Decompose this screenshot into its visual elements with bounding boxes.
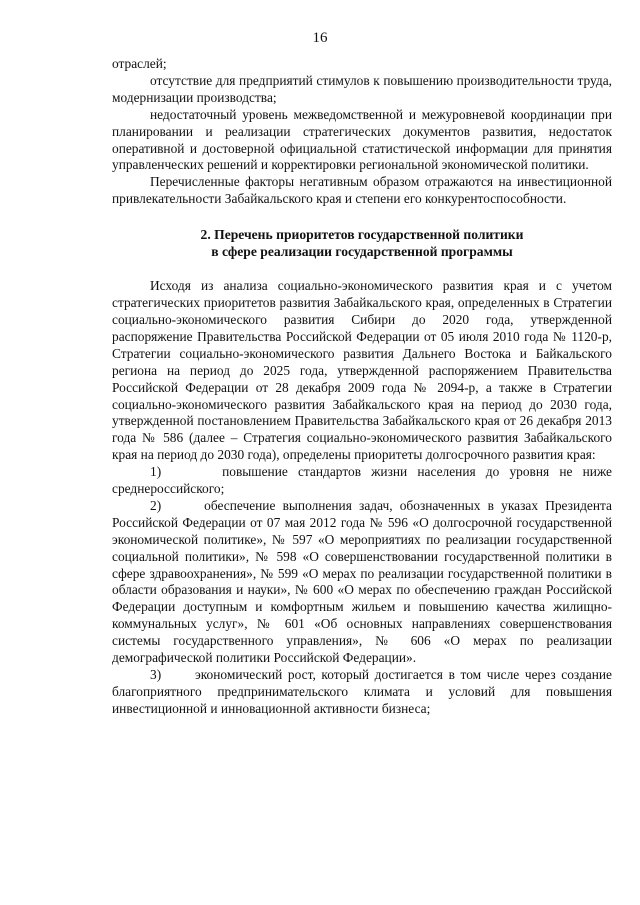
paragraphs-before: [112, 56, 612, 208]
section-heading: [112, 226, 612, 260]
paragraph: отсутствие для предприятий стимулов к повышению производительности труда, модернизации производства;: [112, 72, 612, 105]
paragraph: отраслей;: [112, 56, 167, 71]
paragraph: недостаточный уровень межведомственной и межуровневой координации при планировании и реализации стратегических документов развития, недостаток оперативной и достоверной официальной статистической информации для принятия управленческих решений и корректировки региональной экономической политики.: [112, 106, 612, 173]
paragraphs-after: [112, 278, 612, 718]
section-heading-line: 2. Перечень приоритетов государственной политики: [200, 227, 524, 243]
section-heading-line: в сфере реализации государственной программы: [211, 244, 513, 260]
document-body: [112, 56, 612, 718]
page-number: 16: [312, 30, 328, 46]
list-item: 2) обеспечение выполнения задач, обозначенных в указах Президента Российской Федерации от 07 мая 2012 года № 596 «О долгосрочной государственной экономической политике», № 597 «О мероприятиях по реализации государственной социальной политики», № 598 «О совершенствовании государственной политики в сфере здравоохранения», № 599 «О мерах по реализации государственной политики в области образования и науки», № 600 «О мерах по обеспечению граждан Российской Федерации доступным и комфортным жильем и повышению качества жилищно-коммунальных услуг», № 601 «Об основных направлениях совершенствования системы государственного управления», № 606 «О мерах по реализации демографической политики Российской Федерации».: [112, 497, 612, 666]
list-item: 3) экономический рост, который достигается в том числе через создание благоприятного предпринимательского климата и условий для повышения инвестиционной и инновационной активности бизнеса;: [112, 667, 612, 716]
paragraph: Исходя из анализа социально-экономического развития края и с учетом стратегических приоритетов развития Забайкальского края, определенных в Стратегии социально-экономического развития Сибири до 2020 года, утвержденной распоряжение Правительства Российской Федерации от 05 июля 2010 года № 1120-р, Стратегии социально-экономического развития Дальнего Востока и Байкальского региона на период до 2025 года, утвержденной распоряжением Правительства Российской Федерации от 28 декабря 2009 года № 2094-р, а также в Стратегии социально-экономического развития Забайкальского края на период до 2030 года, утвержденной постановлением Правительства Забайкальского края от 26 декабря 2013 года № 586 (далее – Стратегия социально-экономического развития Забайкальского края на период до 2030 года), определены приоритеты долгосрочного развития края:: [112, 278, 612, 463]
paragraph: Перечисленные факторы негативным образом отражаются на инвестиционной привлекательности Забайкальского края и степени его конкурентоспособности.: [112, 174, 612, 207]
list-item: 1) повышение стандартов жизни населения до уровня не ниже среднероссийского;: [112, 464, 612, 497]
